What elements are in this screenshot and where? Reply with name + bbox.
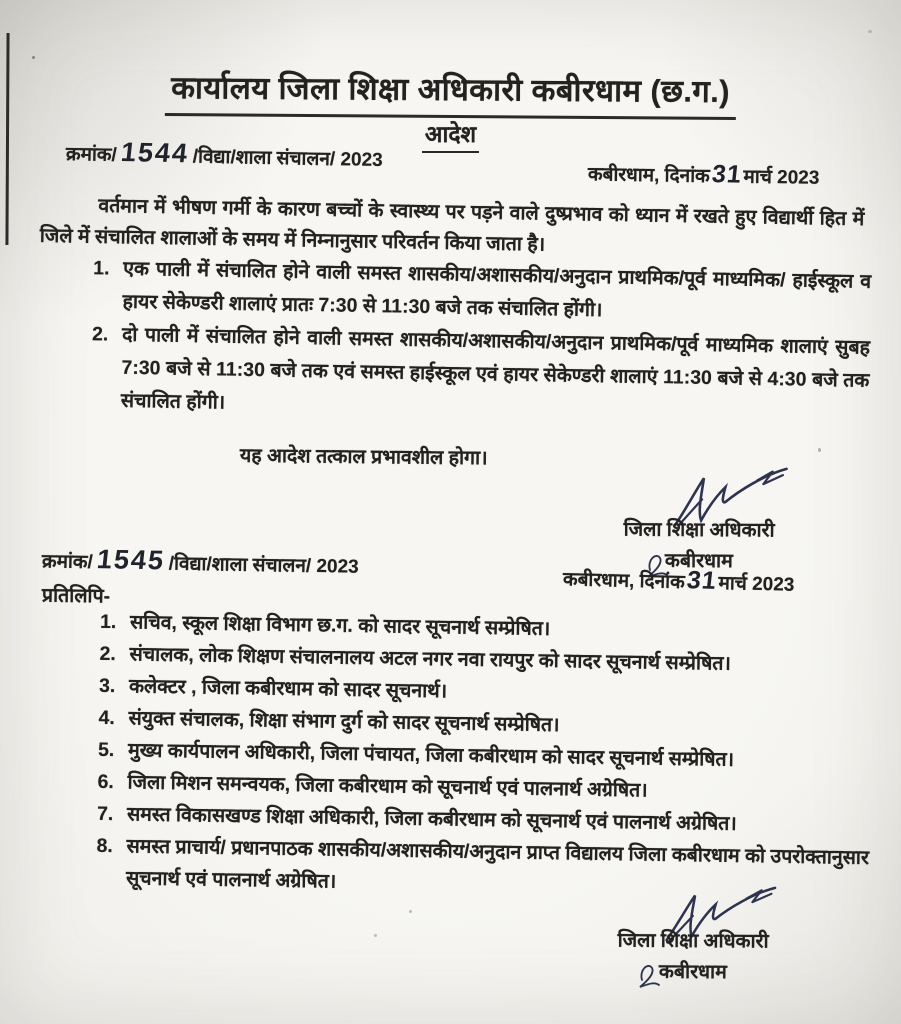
date1-handwritten-day: 31 bbox=[710, 160, 744, 189]
scan-speck bbox=[818, 448, 821, 452]
copy-item-3-number: 3. bbox=[98, 674, 116, 698]
scan-speck bbox=[32, 56, 35, 59]
copy-item-5-number: 5. bbox=[97, 738, 115, 762]
reference-number-line-1 bbox=[66, 136, 383, 173]
order-heading: आदेश bbox=[422, 117, 479, 153]
scan-speck bbox=[409, 910, 412, 913]
copy-item-2-text: संचालक, लोक शिक्षण संचालनालय अटल नगर नवा रायपुर को सादर सूचनार्थ सम्प्रेषित। bbox=[129, 643, 731, 675]
ref2-label: क्रमांक/ bbox=[41, 551, 93, 574]
ref2-rest: /विद्या/शाला संचालन/ 2023 bbox=[168, 553, 359, 578]
signatory-block-bottom bbox=[602, 925, 784, 984]
copy-item-5-text: मुख्य कार्यपालन अधिकारी, जिला पंचायत, जिला कबीरधाम को सादर सूचनार्थ सम्प्रेषित। bbox=[127, 739, 735, 771]
signatory-place-bottom: कबीरधाम bbox=[658, 960, 727, 984]
ref2-handwritten-number: 1545 bbox=[95, 544, 167, 576]
copy-item-6-number: 6. bbox=[97, 770, 114, 794]
copy-item-1-text: सचिव, स्कूल शिक्षा विभाग छ.ग. को सादर सूचनार्थ सम्प्रेषित। bbox=[129, 611, 551, 640]
signatory-place-top: कबीरधाम bbox=[664, 549, 733, 573]
copy-item-8 bbox=[96, 830, 879, 906]
copy-item-8-text: समस्त प्राचार्य/ प्रधानपाठक शासकीय/अशासकीय/अनुदान प्राप्त विद्यालय जिला कबीरधाम को उपरोक्तानुसार सूचनार्थ एवं पालनार्थ अग्रेषित। bbox=[125, 835, 870, 893]
reference-number-line-2 bbox=[42, 543, 359, 580]
copy-item-8-number: 8. bbox=[96, 834, 113, 858]
ref1-rest: /विद्या/शाला संचालन/ 2023 bbox=[192, 146, 383, 172]
date-line-2 bbox=[563, 563, 795, 598]
ref1-label: क्रमांक/ bbox=[65, 143, 117, 166]
copy-item-2-number: 2. bbox=[99, 642, 116, 666]
date1-rest: मार्च 2023 bbox=[743, 166, 820, 189]
copy-item-4-text: संयुक्त संचालक, शिक्षा संभाग दुर्ग को सादर सूचनार्थ सम्प्रेषित। bbox=[128, 707, 560, 737]
signatory-designation-top: जिला शिक्षा अधिकारी bbox=[623, 518, 775, 542]
order-item-1-text: एक पाली में संचालित होने वाली समस्त शासकीय/अशासकीय/अनुदान प्राथमिक/पूर्व माध्यमिक/ हाईस्कूल व हायर सेकेण्डरी शालाएं प्रातः 7:30 से 11:30 बजे तक संचालित होंगी। bbox=[122, 257, 872, 322]
date2-handwritten-day: 31 bbox=[685, 566, 719, 595]
copies-heading: प्रतिलिपि- bbox=[41, 584, 111, 608]
effective-immediately-note: यह आदेश तत्काल प्रभावशील होगा। bbox=[239, 444, 488, 470]
copy-item-1-number: 1. bbox=[99, 610, 117, 634]
order-item-2-number: 2. bbox=[91, 323, 109, 346]
date2-place: कबीरधाम, दिनांक bbox=[562, 569, 685, 594]
scan-speck bbox=[868, 30, 872, 33]
date1-place: कबीरधाम, दिनांक bbox=[587, 164, 710, 188]
copy-item-3-text: कलेक्टर , जिला कबीरधाम को सादर सूचनार्थ। bbox=[128, 675, 448, 703]
order-item-2-text: दो पाली में संचालित होने वाली समस्त शासकीय/अशासकीय/अनुदान प्राथमिक/पूर्व माध्यमिक शालाएं सुबह 7:30 बजे से 11:30 बजे तक एवं समस्त हाईस्कूल एवं हायर सेकेण्डरी शालाएं 11:30 बजे से 4:30 बजे तक संचालित होंगी। bbox=[120, 323, 871, 414]
signatory-designation-bottom: जिला शिक्षा अधिकारी bbox=[617, 929, 769, 953]
copy-item-7-text: समस्त विकासखण्ड शिक्षा अधिकारी, जिला कबीरधाम को सूचनार्थ एवं पालनार्थ अग्रेषित। bbox=[126, 803, 737, 835]
ref1-handwritten-number: 1544 bbox=[119, 137, 191, 169]
date2-rest: मार्च 2023 bbox=[718, 572, 795, 596]
scan-speck bbox=[374, 934, 377, 937]
copy-item-7-number: 7. bbox=[96, 802, 114, 826]
order-item-2 bbox=[91, 318, 871, 431]
date-line-1 bbox=[588, 158, 820, 191]
office-title: कार्यालय जिला शिक्षा अधिकारी कबीरधाम (छ.ग.) bbox=[165, 66, 736, 120]
copy-item-4-number: 4. bbox=[98, 706, 115, 730]
copy-item-6-text: जिला मिशन समन्वयक, जिला कबीरधाम को सूचनार्थ एवं पालनार्थ अग्रेषित। bbox=[127, 771, 648, 802]
copies-list bbox=[96, 606, 882, 906]
order-item-1-number: 1. bbox=[93, 257, 110, 280]
order-intro-paragraph: वर्तमान में भीषण गर्मी के कारण बच्चों के स्वास्थ्य पर पड़ने वाले दुष्प्रभाव को ध्यान में रखते हुए विद्यार्थी हित में जिले में संचालित शालाओं के समय में निम्नानुसार परिवर्तन किया जाता है। bbox=[39, 194, 865, 256]
order-items-list bbox=[91, 252, 872, 431]
